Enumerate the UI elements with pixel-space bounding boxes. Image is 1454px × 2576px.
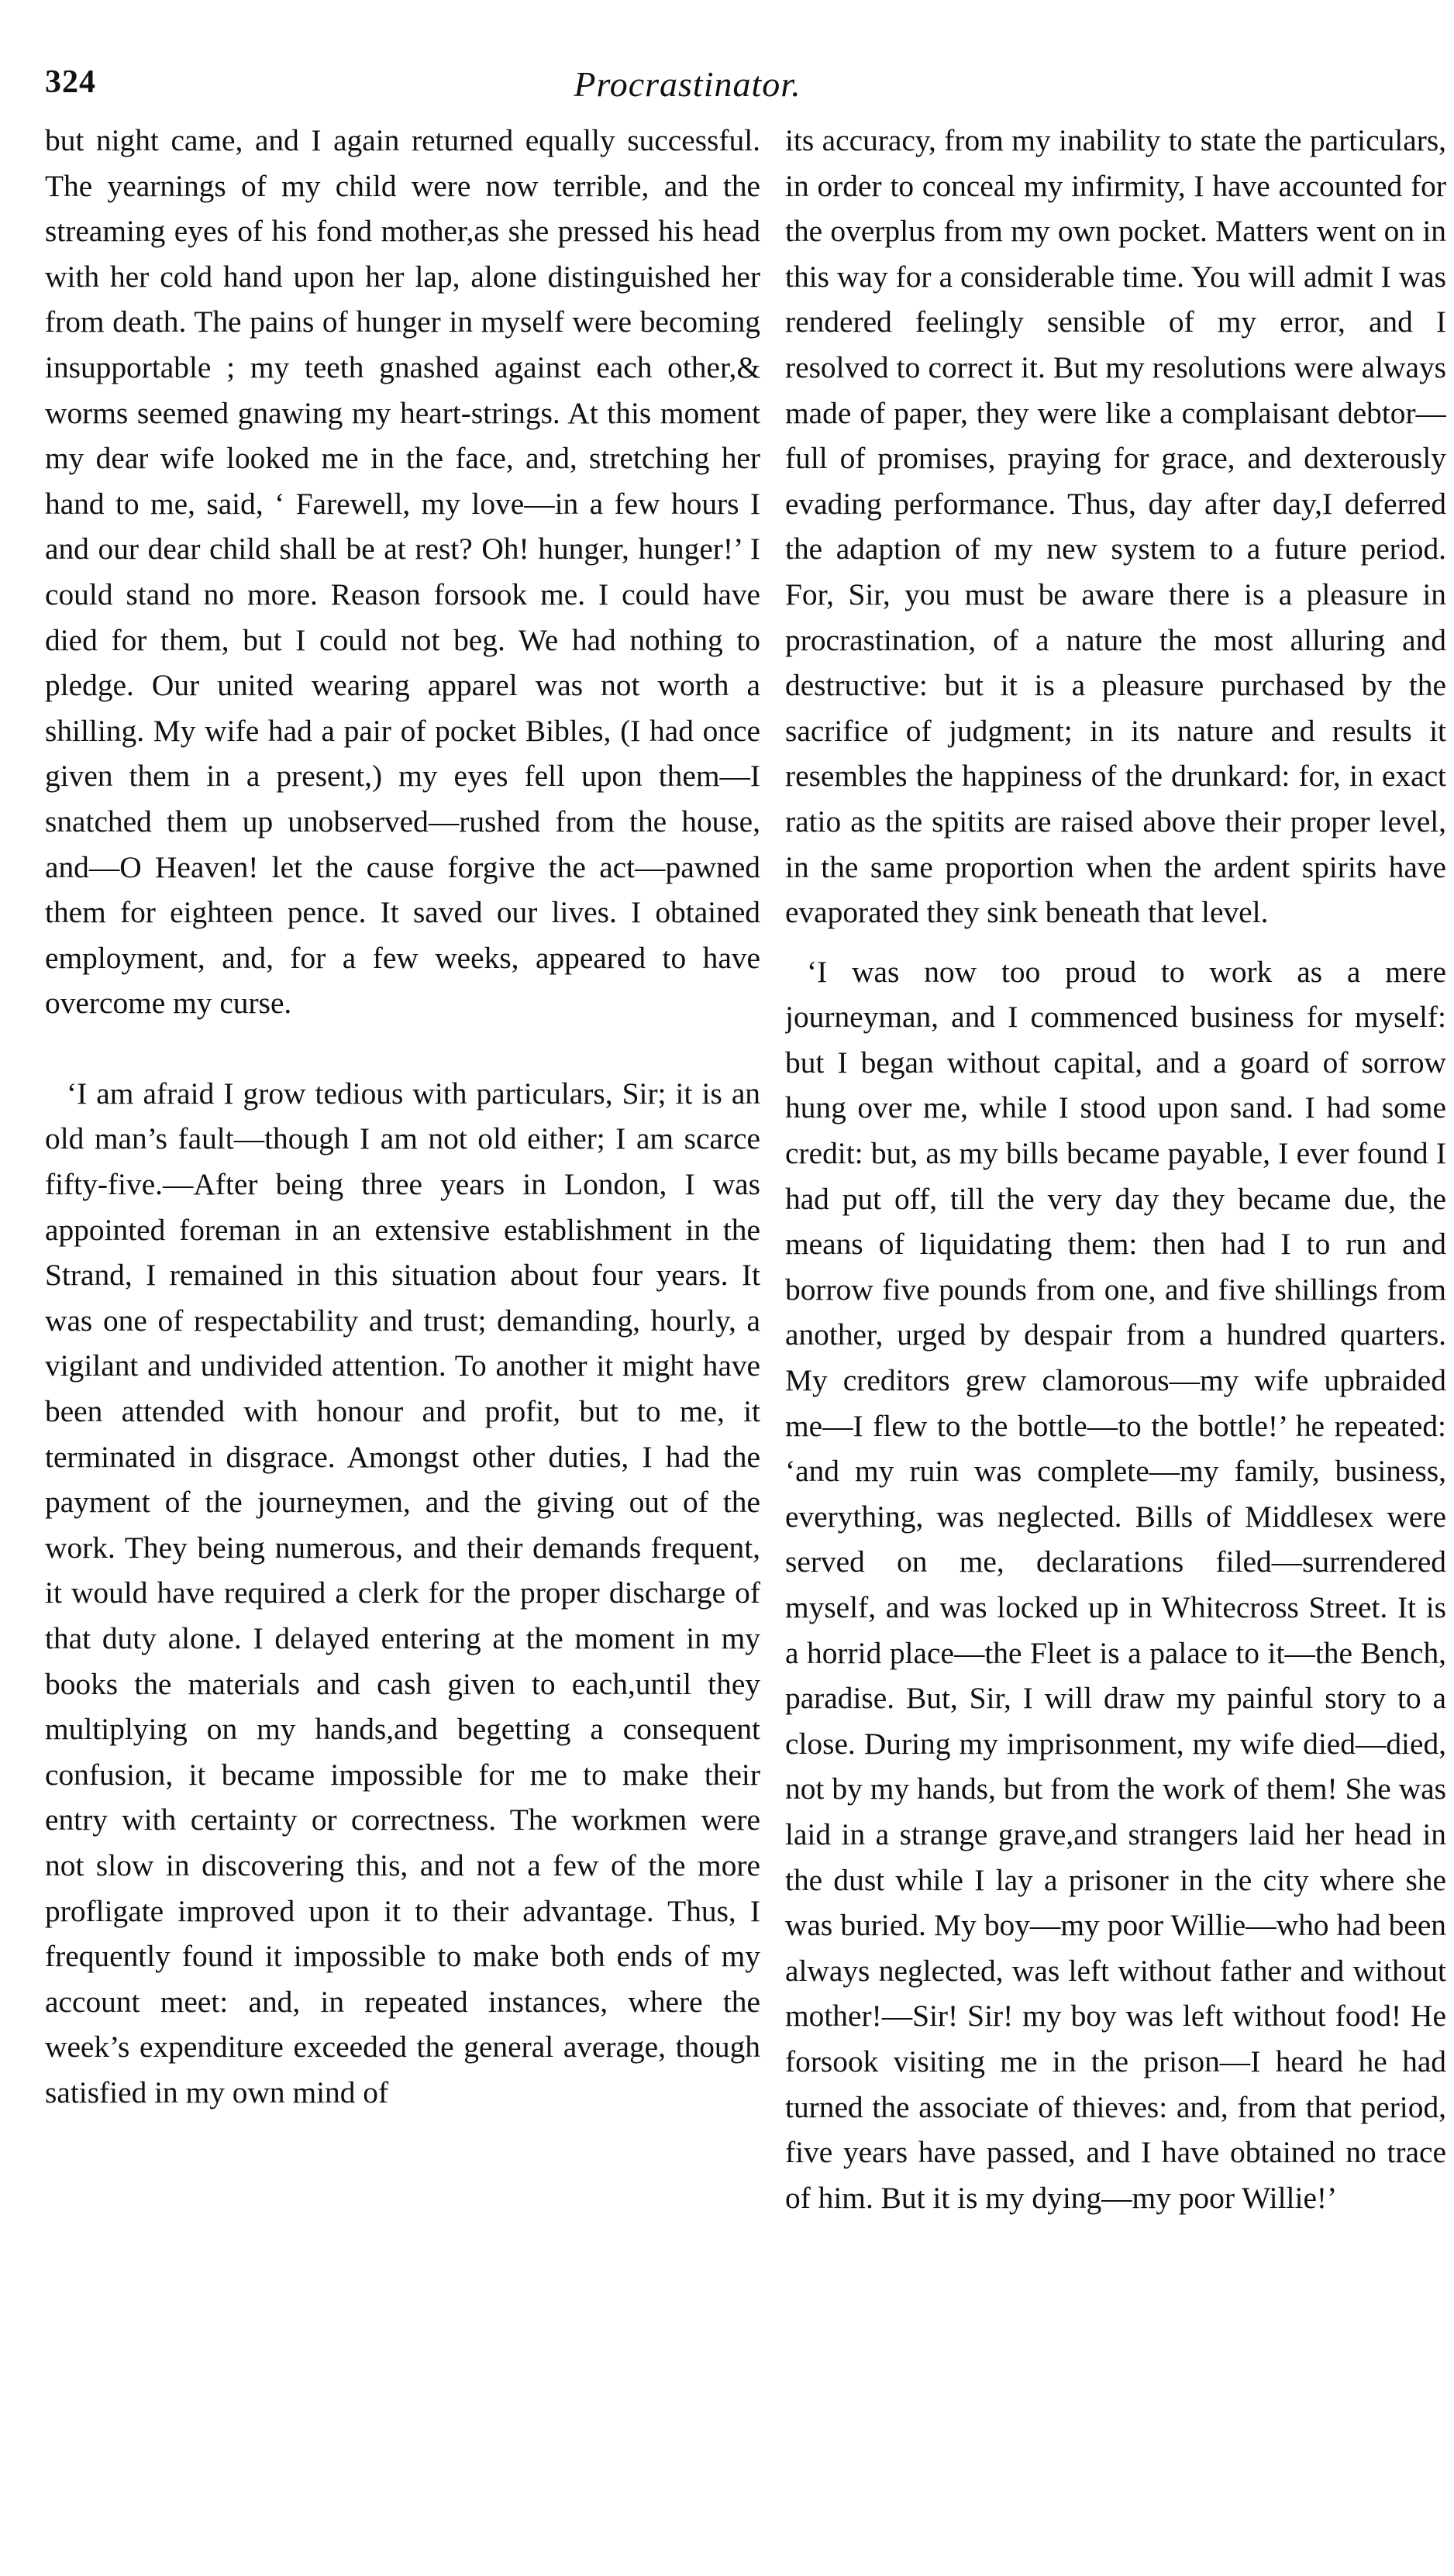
left-paragraph-1: but night came, and I again returned equally successful. The yearnings of my child were now terrible, and the streaming eyes of his fond mother,as she pressed his head with her cold hand upon her lap, alone distinguished her from death. The pains of hunger in myself were becoming insupportable ; my teeth gnashed against each other,& worms seemed gnawing my heart-strings. At this moment my dear wife looked me in the face, and, stretching her hand to me, said, ‘ Farewell, my love—in a few hours I and our dear child shall be at rest? Oh! hunger, hunger!’ I could stand no more. Reason forsook me. I could have died for them, but I could not beg. We had nothing to pledge. Our united wearing apparel was not worth a shilling. My wife had a pair of pocket Bibles, (I had once given them in a present,) my eyes fell upon them—I snatched them up unobserved—rushed from the house, and—O Heaven! let the cause forgive the act—pawned them for eighteen pence. It saved our lives. I obtained employment, and, for a few weeks, appeared to have overcome my curse. [45,123,760,1021]
right-column [785,118,1446,2528]
left-paragraph-2: ‘I am afraid I grow tedious with particulars, Sir; it is an old man’s fault—though I am not old either; I am scarce fifty-five.—After being three years in London, I was appointed foreman in an extensive establishment in the Strand, I remained in this situation about four years. It was one of respectability and trust; demanding, hourly, a vigilant and undivided attention. To another it might have been attended with honour and profit, but to me, it terminated in disgrace. Amongst other duties, I had the payment of the journeymen, and the giving out of the work. They being numerous, and their demands frequent, it would have required a clerk for the proper discharge of that duty alone. I delayed entering at the moment in my books the materials and cash given to each,until they multiplying on my hands,and begetting a consequent confusion, it became impossible for me to make their entry with certainty or correctness. The workmen were not slow in discovering this, and not a few of the more profligate improved upon it to their advantage. Thus, I frequently found it impossible to make both ends of my account meet: and, in repeated instances, where the week’s expenditure exceeded the general average, though satisfied in my own mind of [45,1076,760,2109]
page-number: 324 [45,64,96,100]
right-paragraph-2: ‘I was now too proud to work as a mere journeyman, and I commenced business for myself: but I began without capital, and a goard of sorrow hung over me, while I stood upon sand. I had some credit: but, as my bills became payable, I ever found I had put off, till the very day they became due, the means of liquidating them: then had I to run and borrow five pounds from one, and five shillings from another, urged by despair from a hundred quarters. My creditors grew clamorous—my wife upbraided me—I flew to the bottle—to the bottle!’ he repeated: ‘and my ruin was complete—my family, business, everything, was neglected. Bills of Middlesex were served on me, declarations filed—surrendered myself, and was locked up in Whitecross Street. It is a horrid place—the Fleet is a palace to it—the Bench, paradise. But, Sir, I will draw my painful story to a close. During my imprisonment, my wife died—died, not by my hands, but from the work of them! She was laid in a strange grave,and strangers laid her head in the dust while I lay a prisoner in the city where she was buried. My boy—my poor Willie—who had been always neglected, was left without father and without mother!—Sir! Sir! my boy was left without food! He forsook visiting me in the prison—I heard he had turned the associate of thieves: and, from that period, five years have passed, and I have obtained no trace of him. But it is my dying—my poor Willie!’ [785,954,1446,2215]
left-column [45,118,760,2528]
running-title: Procrastinator. [574,64,801,104]
page-header [45,64,1423,110]
right-paragraph-1: its accuracy, from my inability to state the particulars, in order to conceal my infirmity, I have accounted for the overplus from my own pocket. Matters went on in this way for a considerable time. You will admit I was rendered feelingly sensible of my error, and I resolved to correct it. But my resolutions were always made of paper, they were like a complaisant debtor—full of promises, praying for grace, and dexterously evading performance. Thus, day after day,I deferred the adaption of my new system to a future period. For, Sir, you must be aware there is a pleasure in procrastination, of a nature the most alluring and destructive: but it is a pleasure purchased by the sacrifice of judgment; in its nature and results it resembles the happiness of the drunkard: for, in exact ratio as the spitits are raised above their proper level, in the same proportion when the ardent spirits have evaporated they sink beneath that level. [785,123,1446,930]
